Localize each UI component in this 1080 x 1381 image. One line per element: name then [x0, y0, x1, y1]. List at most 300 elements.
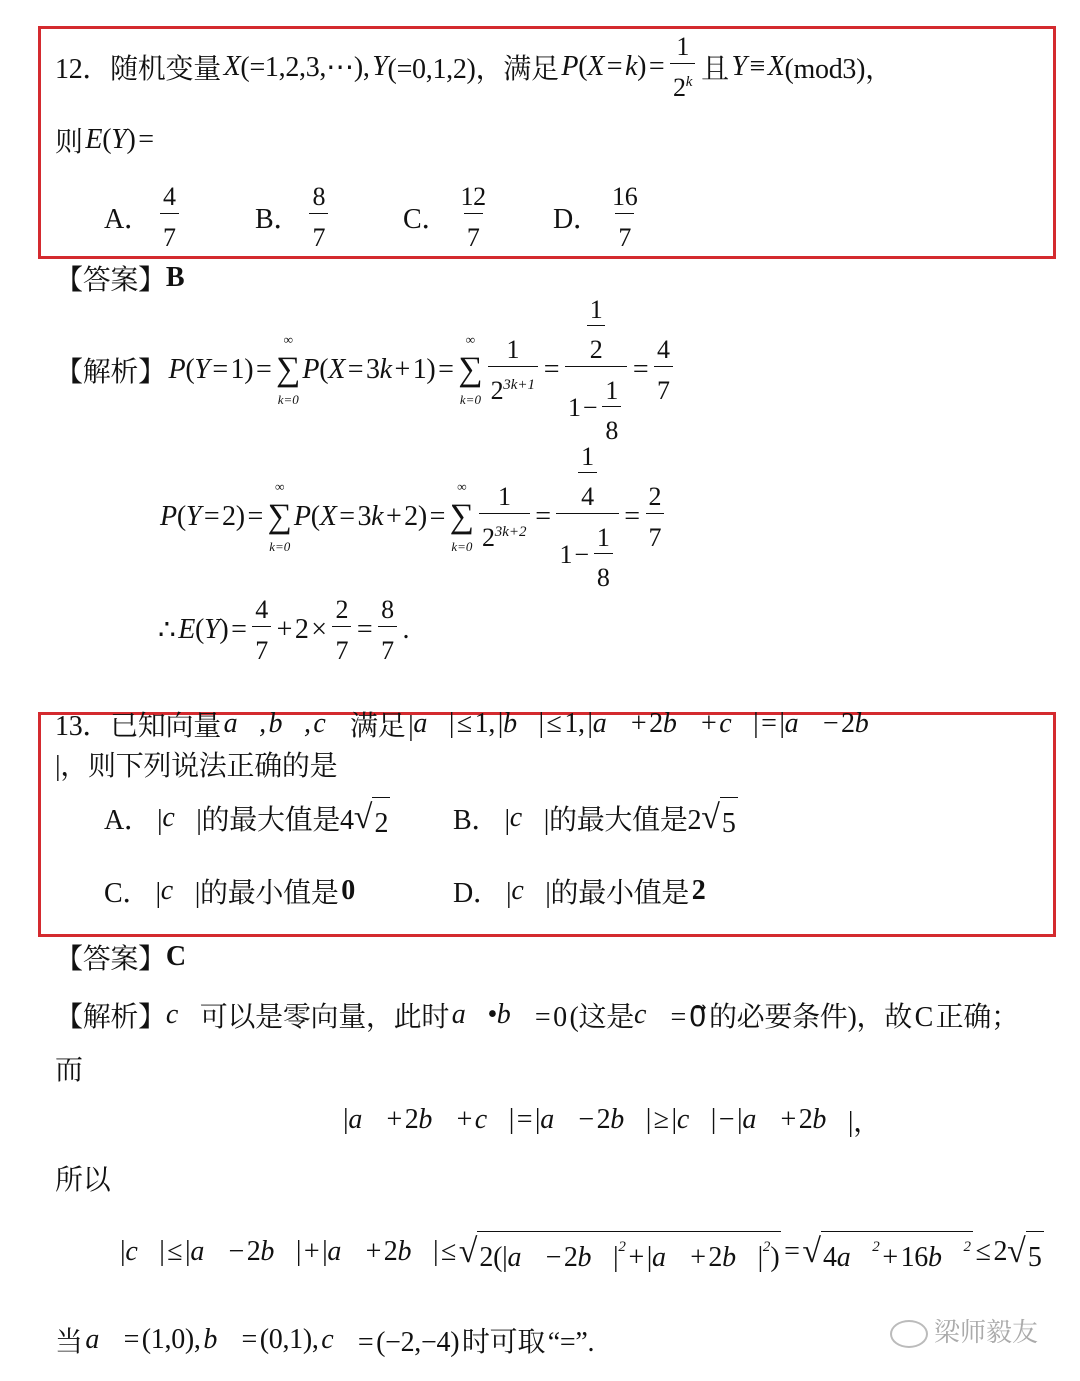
numerator — [572, 441, 603, 512]
text-run: = 3 — [336, 501, 372, 532]
numerator — [378, 594, 397, 625]
sigma-symbol: ∑ — [276, 350, 301, 388]
text-run: 2 — [589, 335, 603, 365]
text-run: | ≤ 1, | — [448, 708, 504, 739]
text-run: ) = — [637, 51, 668, 82]
fraction — [646, 481, 665, 552]
text-run: 【解析】 — [55, 1002, 166, 1033]
numerator — [646, 481, 665, 512]
math-variable: b⃗ — [722, 1241, 758, 1273]
square-root — [354, 796, 390, 840]
q12-analysis-line2 — [160, 442, 667, 592]
text-run: ( — [319, 354, 329, 385]
text-run: B． — [255, 204, 307, 235]
denominator — [378, 626, 397, 666]
math-variable: b⃗ — [503, 708, 539, 739]
text-run: + 2) = — [383, 501, 448, 532]
text-run: + 2 — [687, 1241, 723, 1273]
math-variable: a⃗ — [784, 708, 821, 739]
sigma-symbol: ∑ — [267, 497, 292, 535]
math-variable: b⃗ — [260, 1236, 296, 1267]
fraction — [670, 31, 695, 102]
text-run: ( — [102, 124, 112, 155]
math-variable: c⃗ — [160, 875, 195, 906]
q12-stem-line2 — [55, 100, 154, 180]
numerator — [252, 594, 271, 625]
summation — [458, 331, 482, 410]
text-run: 【答案】 — [55, 265, 166, 296]
sigma-symbol: ∑ — [449, 497, 475, 535]
math-variable: a⃗, b⃗, c⃗ — [223, 708, 348, 739]
math-variable: c⃗ — [321, 1324, 356, 1355]
lower-limit: k=0 — [459, 392, 481, 408]
math-variable: X — [319, 501, 337, 532]
radical-sign: √ — [458, 1232, 478, 1270]
text-run: |的最小值是 — [545, 878, 692, 909]
math-variable: k — [624, 51, 638, 82]
summation — [450, 478, 474, 557]
denominator — [252, 626, 271, 666]
math-variable: X — [223, 51, 241, 82]
text-run: | ≤ | — [159, 1236, 191, 1267]
text-run: + 2 — [777, 1104, 813, 1135]
fraction — [654, 334, 673, 405]
numerator — [587, 294, 606, 325]
q12-analysis-line1 — [55, 295, 676, 445]
math-variable: b⃗ — [812, 1104, 848, 1135]
q12-option-b — [255, 177, 331, 257]
math-variable: P — [293, 501, 311, 532]
q13-analysis-line5 — [120, 1212, 1044, 1292]
text-run: 2 — [335, 595, 349, 625]
text-run: | = | — [508, 1104, 541, 1135]
text-run: − 2 — [542, 1241, 578, 1273]
fraction — [378, 594, 397, 665]
math-variable: a⃗ — [85, 1324, 121, 1355]
math-variable: c⃗ — [511, 875, 546, 906]
text-run: 1 — [581, 442, 594, 472]
lower-limit: k=0 — [269, 539, 291, 555]
upper-limit: ∞ — [465, 331, 476, 347]
text-run: = — [541, 354, 562, 385]
math-variable: b⃗ — [662, 708, 699, 739]
text-run: ( — [176, 501, 186, 532]
text-run: ≤ 2 — [972, 1236, 1008, 1267]
text-run: 7 — [163, 222, 176, 252]
math-variable: X — [328, 354, 346, 385]
superscript: k — [685, 73, 693, 90]
text-run: ) = — [219, 614, 250, 645]
q13-analysis-line4 — [55, 1138, 110, 1218]
q12-answer — [55, 238, 184, 318]
text-run: | — [757, 1241, 763, 1273]
fraction — [479, 481, 529, 552]
math-variable: b⃗ — [610, 1104, 646, 1135]
text-run: | ≤ — [432, 1236, 459, 1267]
math-variable: b⃗ — [203, 1324, 239, 1355]
text-run: + 16 — [879, 1241, 928, 1273]
q13-analysis-line1 — [55, 975, 1019, 1055]
denominator — [464, 213, 483, 253]
denominator — [594, 553, 613, 593]
superscript: 2 — [762, 1239, 771, 1255]
radical-sign: √ — [353, 798, 373, 836]
text-run: | — [343, 1104, 349, 1135]
denominator — [615, 213, 634, 253]
text-run: = 3 — [345, 354, 380, 385]
denominator — [309, 213, 328, 253]
q13-stem — [55, 704, 1065, 784]
text-run: + 1) = — [391, 354, 457, 385]
text-run: ∴ — [158, 615, 179, 646]
text-run: = — [354, 614, 376, 645]
text-run: 2 — [673, 72, 686, 102]
text-run: ≡ — [746, 51, 768, 82]
text-run: 7 — [335, 635, 349, 665]
denominator — [587, 325, 606, 365]
fraction — [488, 334, 538, 405]
text-run: 5 — [721, 807, 736, 839]
answer-letter: C — [165, 941, 186, 972]
math-variable: P — [302, 354, 320, 385]
text-run: (mod3)， — [784, 54, 893, 85]
text-run: 4 — [657, 335, 670, 365]
denominator — [556, 513, 618, 593]
denominator — [670, 63, 695, 103]
text-run: ) — [770, 1241, 780, 1273]
q13-option-a — [104, 778, 390, 858]
text-run: 1 − — [567, 393, 600, 423]
math-variable: c⃗ — [474, 1104, 509, 1135]
text-run: (=1,2,3,⋯), — [240, 52, 373, 83]
text-run: 7 — [618, 222, 632, 252]
math-variable: b⃗ — [418, 1104, 454, 1135]
math-variable: c⃗ — [162, 802, 197, 833]
numerator — [602, 375, 621, 406]
upper-limit: ∞ — [275, 478, 285, 494]
text-run: + 2 × — [273, 614, 330, 645]
math-variable: b⃗ — [854, 708, 891, 739]
math-variable: a⃗ — [592, 708, 629, 739]
math-variable: c⃗ — [633, 999, 668, 1030]
numerator — [457, 181, 488, 212]
math-variable: Y — [204, 614, 220, 645]
text-run: 1 — [589, 295, 603, 325]
fraction — [594, 522, 613, 593]
text-run: = (−2,−4) 时可取 “=”. — [355, 1327, 595, 1358]
text-run: = (0,1), — [238, 1324, 322, 1355]
text-run: + — [453, 1104, 475, 1135]
text-run: − 2 — [225, 1236, 261, 1267]
math-variable: P — [561, 51, 579, 82]
text-run: 16 — [612, 182, 638, 212]
q13-analysis-line6 — [55, 1300, 594, 1380]
text-run: = — [532, 501, 554, 532]
text-run: A． — [104, 204, 158, 235]
superscript: 2 — [872, 1239, 880, 1255]
text-run: ( — [195, 614, 205, 645]
text-run: |的最大值是4 — [196, 805, 354, 836]
text-run: C． — [403, 204, 455, 235]
text-run: 当 — [55, 1327, 86, 1358]
text-run: | + | — [295, 1236, 328, 1267]
text-run: 4 — [823, 1241, 837, 1273]
math-variable: a⃗ — [413, 708, 449, 739]
upper-limit: ∞ — [283, 331, 293, 347]
q13-option-b — [453, 778, 738, 858]
math-variable: a⃗ — [836, 1241, 873, 1273]
denominator — [578, 472, 597, 512]
text-run: 5 — [1027, 1241, 1042, 1273]
text-run: B． | — [453, 805, 510, 836]
text-run: 7 — [466, 222, 480, 252]
text-run: = 2) = — [201, 501, 266, 532]
text-run: 满足 | — [347, 711, 414, 742]
text-run: 则 — [55, 127, 86, 158]
denominator — [332, 626, 351, 666]
math-variable: Y — [185, 501, 202, 532]
math-variable: b⃗ — [577, 1241, 614, 1273]
text-run: 1 — [605, 375, 619, 405]
fraction — [556, 441, 618, 593]
fraction — [602, 375, 621, 446]
q12-analysis-line3 — [158, 590, 409, 670]
text-run: = — [630, 354, 652, 385]
summation — [276, 331, 300, 410]
superscript: 3k+1 — [503, 376, 536, 393]
text-run: D． | — [453, 878, 512, 909]
text-run: 2 — [482, 522, 495, 552]
square-root — [1007, 1230, 1043, 1274]
text-run: 4 — [163, 182, 176, 212]
text-run: (=0,1,2)，满足 — [387, 54, 562, 85]
q13-analysis-line3 — [343, 1080, 881, 1160]
text-run: | — [613, 1241, 619, 1273]
text-run: 1 — [506, 335, 520, 365]
lower-limit: k=0 — [451, 539, 473, 555]
text-run: ( — [185, 354, 195, 385]
answer-letter: 2 — [691, 875, 706, 906]
text-run: − 2 — [820, 708, 855, 739]
fraction — [457, 181, 488, 252]
text-run: 8 — [605, 415, 619, 445]
numerator — [609, 181, 640, 212]
math-variable: c⃗ — [125, 1236, 160, 1267]
math-variable: P — [160, 501, 177, 532]
radical-sign: √ — [701, 798, 720, 836]
text-run: 7 — [657, 375, 670, 405]
text-run: + 2 — [362, 1236, 398, 1267]
text-run: ( — [578, 51, 588, 82]
text-run: | ≤ 1, | — [538, 708, 593, 739]
math-variable: X — [767, 51, 785, 82]
text-run: 7 — [648, 522, 662, 552]
denominator — [565, 366, 627, 446]
math-variable: a⃗ — [507, 1241, 543, 1273]
denominator — [646, 513, 665, 553]
watermark — [890, 1312, 1038, 1349]
text-run: 7 — [381, 635, 394, 665]
fraction — [587, 294, 606, 365]
square-root — [459, 1230, 782, 1274]
fraction — [565, 294, 627, 446]
fraction — [609, 181, 640, 252]
text-run: = (1,0), — [120, 1324, 204, 1355]
math-variable: a⃗ — [540, 1104, 576, 1135]
text-run: 1 — [497, 482, 511, 512]
wechat-icon — [890, 1320, 928, 1348]
text-run: . — [399, 614, 410, 645]
math-variable: a⃗ — [190, 1236, 226, 1267]
q12-option-d — [553, 177, 643, 257]
math-variable: P — [168, 354, 186, 385]
q12-stem-line1 — [55, 27, 893, 107]
text-run: |，则下列说法正确的是 — [55, 751, 338, 782]
text-run: 1 — [596, 522, 610, 552]
numerator — [578, 441, 597, 472]
text-run: 1 — [676, 32, 690, 62]
math-variable: E — [85, 124, 103, 155]
text-run: ) = — [126, 124, 154, 155]
math-variable: c⃗ — [165, 999, 200, 1030]
text-run: 而 — [55, 1055, 83, 1086]
numerator — [332, 594, 351, 625]
math-variable: E — [178, 614, 196, 645]
radicand — [720, 797, 738, 840]
math-variable: k — [379, 354, 392, 385]
summation — [268, 478, 292, 557]
math-variable: b⃗ — [397, 1236, 433, 1267]
math-variable: Y — [372, 51, 388, 82]
denominator — [479, 513, 529, 553]
text-run: 13．已知向量 — [55, 711, 224, 742]
superscript: 2 — [963, 1239, 971, 1255]
text-run: 4 — [581, 482, 594, 512]
text-run: + 2 — [628, 708, 663, 739]
math-variable: c⃗ — [676, 1104, 711, 1135]
text-run: 1 − — [559, 540, 591, 570]
math-variable: c⃗ — [719, 708, 754, 739]
q12-option-c — [403, 177, 492, 257]
numerator — [503, 334, 522, 365]
text-run: 8 — [312, 182, 326, 212]
text-run: 12．随机变量 — [55, 54, 224, 85]
radicand — [821, 1231, 973, 1274]
math-variable: c⃗ — [509, 802, 544, 833]
text-run: 【答案】 — [55, 944, 166, 975]
math-variable: k — [371, 501, 384, 532]
denominator — [488, 366, 538, 406]
answer-letter: 0 — [341, 875, 355, 906]
sigma-symbol: ∑ — [458, 350, 483, 388]
math-variable: a⃗ — [652, 1241, 688, 1273]
text-run: 2 — [374, 807, 389, 839]
text-run: + 2 — [383, 1104, 419, 1135]
numerator — [309, 181, 328, 212]
radical-sign: √ — [1007, 1232, 1026, 1270]
fraction — [578, 441, 597, 512]
math-variable: a⃗•b⃗ — [451, 999, 533, 1030]
text-run: = 0⃗ 的必要条件)，故 C 正确； — [667, 1002, 1019, 1033]
superscript: 3k+2 — [494, 523, 527, 540]
math-variable: Y — [111, 124, 127, 155]
math-variable: Y — [731, 51, 747, 82]
text-run: C． | — [104, 878, 161, 909]
numerator — [160, 181, 179, 212]
fraction — [309, 181, 328, 252]
math-variable: a⃗ — [348, 1104, 384, 1135]
math-variable: Y — [194, 354, 210, 385]
text-run: ( — [310, 501, 320, 532]
math-variable: a⃗ — [327, 1236, 363, 1267]
text-run: 12 — [460, 182, 486, 212]
text-run: 2 — [490, 375, 504, 405]
q13-option-d — [453, 851, 705, 931]
radicand — [372, 797, 390, 840]
text-run: = — [621, 501, 643, 532]
text-run: |的最小值是 — [194, 878, 342, 909]
math-variable: a⃗ — [742, 1104, 778, 1135]
denominator — [654, 366, 673, 406]
upper-limit: ∞ — [457, 478, 467, 494]
text-run: | = | — [753, 708, 785, 739]
text-run: + — [698, 708, 720, 739]
text-run: |的最大值是2 — [543, 805, 702, 836]
numerator — [495, 481, 514, 512]
math-variable: X — [587, 51, 605, 82]
text-run: − 2 — [575, 1104, 611, 1135]
denominator — [602, 406, 621, 446]
fraction — [332, 594, 351, 665]
text-run: 7 — [255, 635, 268, 665]
square-root — [802, 1230, 973, 1274]
text-run: 2(| — [479, 1241, 508, 1273]
fraction — [252, 594, 271, 665]
radicand — [477, 1231, 781, 1274]
watermark-text: 梁师毅友 — [934, 1318, 1039, 1348]
text-run: = 1) = — [209, 354, 275, 385]
text-run: 可以是零向量，此时 — [199, 1002, 452, 1033]
text-run: = — [781, 1236, 803, 1267]
text-run: 8 — [596, 562, 610, 592]
text-run: 且 — [698, 54, 732, 85]
text-run: + | — [625, 1241, 653, 1273]
numerator — [581, 294, 612, 365]
text-run: = 0 (这是 — [532, 1002, 634, 1033]
text-run: |， — [847, 1107, 881, 1138]
radical-sign: √ — [802, 1232, 822, 1270]
text-run: 7 — [312, 222, 326, 252]
lower-limit: k=0 — [277, 392, 299, 408]
square-root — [701, 796, 737, 840]
numerator — [673, 31, 692, 62]
text-run: | − | — [710, 1104, 743, 1135]
text-run: D． — [553, 204, 607, 235]
answer-letter: B — [165, 262, 185, 293]
numerator — [594, 522, 613, 553]
superscript: 2 — [618, 1239, 626, 1255]
text-run: | — [120, 1236, 126, 1267]
numerator — [654, 334, 673, 365]
text-run: | ≥ | — [645, 1104, 677, 1135]
text-run: A． | — [104, 805, 163, 836]
text-run: 【解析】 — [55, 357, 169, 388]
q13-analysis-line2 — [55, 1028, 83, 1108]
text-run: 2 — [648, 482, 662, 512]
text-run: 8 — [381, 595, 394, 625]
math-variable: b⃗ — [928, 1241, 964, 1273]
radicand — [1026, 1231, 1044, 1274]
